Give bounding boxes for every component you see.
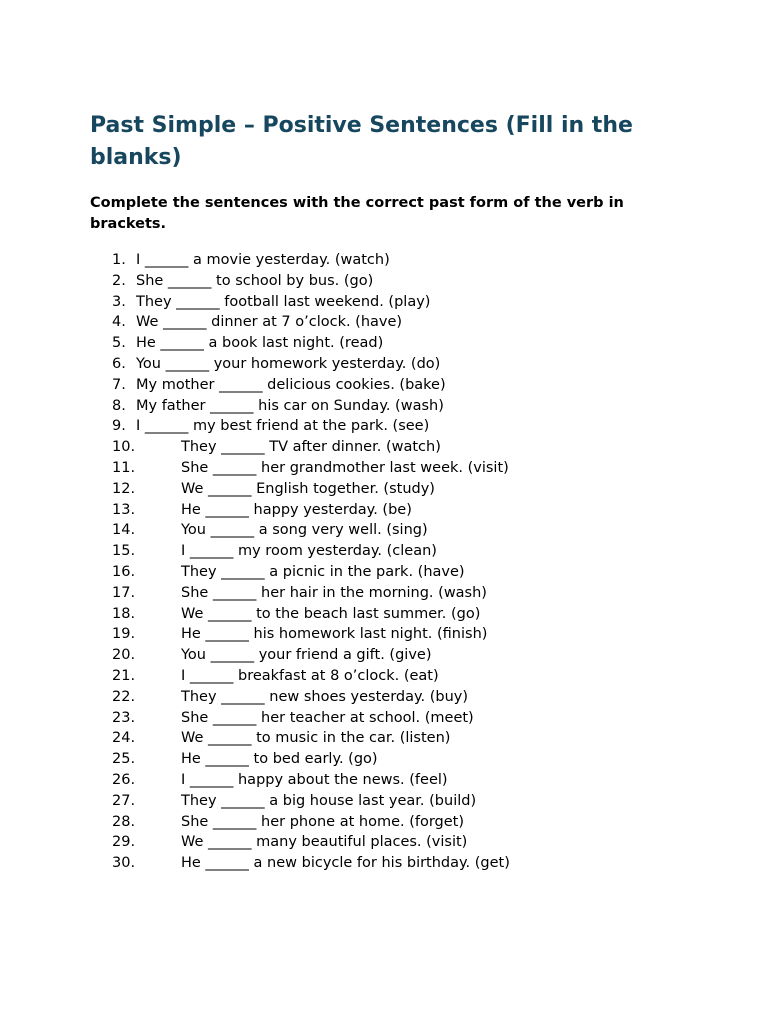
exercise-number: 25. xyxy=(112,751,136,768)
exercise-sentence: We ______ to music in the car. (listen) xyxy=(181,730,451,747)
exercise-sentence: They ______ a picnic in the park. (have) xyxy=(181,563,465,580)
exercise-sentence: She ______ her phone at home. (forget) xyxy=(181,813,465,830)
exercise-sentence: She ______ to school by bus. (go) xyxy=(136,272,374,289)
exercise-number: 6. xyxy=(112,355,126,372)
exercise-sentence: You ______ a song very well. (sing) xyxy=(181,522,428,539)
exercise-number: 19. xyxy=(112,626,136,643)
exercise-sentence: They ______ football last weekend. (play) xyxy=(136,293,431,310)
exercise-sentence: They ______ new shoes yesterday. (buy) xyxy=(181,688,469,705)
exercise-sentence: I ______ happy about the news. (feel) xyxy=(181,771,448,788)
exercise-sentence: He ______ a book last night. (read) xyxy=(136,335,384,352)
exercise-sentence: She ______ her teacher at school. (meet) xyxy=(181,709,474,726)
exercise-number: 18. xyxy=(112,605,136,622)
exercise-sentence: I ______ my room yesterday. (clean) xyxy=(181,543,437,560)
exercise-number: 10. xyxy=(112,439,136,456)
exercise-number: 23. xyxy=(112,709,136,726)
exercise-number: 24. xyxy=(112,730,136,747)
exercise-number: 17. xyxy=(112,584,136,601)
worksheet-instructions: Complete the sentences with the correct past form of the verb in brackets. xyxy=(90,195,624,232)
exercise-sentence: We ______ English together. (study) xyxy=(181,480,435,497)
exercise-number: 28. xyxy=(112,813,136,830)
exercise-sentence: They ______ a big house last year. (build) xyxy=(181,792,477,809)
worksheet-title: Past Simple – Positive Sentences (Fill in the blanks) xyxy=(90,113,633,170)
exercise-number: 7. xyxy=(112,376,126,393)
exercise-sentence: He ______ his homework last night. (finish) xyxy=(181,626,488,643)
exercise-sentence: I ______ a movie yesterday. (watch) xyxy=(136,252,390,268)
exercise-number: 13. xyxy=(112,501,136,518)
exercise-number: 21. xyxy=(112,667,136,684)
exercise-number: 11. xyxy=(112,459,136,476)
exercise-sentence: They ______ TV after dinner. (watch) xyxy=(181,439,441,456)
exercise-sentence: She ______ her grandmother last week. (visit) xyxy=(181,459,509,476)
exercise-sentence: I ______ breakfast at 8 o’clock. (eat) xyxy=(181,667,439,684)
exercise-sentence: You ______ your friend a gift. (give) xyxy=(181,647,432,664)
exercise-sentence: We ______ dinner at 7 o’clock. (have) xyxy=(136,314,403,331)
exercise-number: 16. xyxy=(112,563,136,580)
exercise-sentence: He ______ a new bicycle for his birthday. (get) xyxy=(181,855,510,872)
exercise-sentence: My father ______ his car on Sunday. (wash) xyxy=(136,397,444,414)
exercise-sentence: You ______ your homework yesterday. (do) xyxy=(136,355,441,372)
exercise-number: 12. xyxy=(112,480,136,497)
exercise-sentence: She ______ her hair in the morning. (wash) xyxy=(181,584,487,601)
exercise-sentence: I ______ my best friend at the park. (see) xyxy=(136,418,430,435)
exercise-sentence: My mother ______ delicious cookies. (bake) xyxy=(136,376,446,393)
exercise-number: 15. xyxy=(112,543,136,560)
exercise-number: 8. xyxy=(112,397,126,414)
exercise-sentence: He ______ happy yesterday. (be) xyxy=(181,501,412,518)
exercise-number: 20. xyxy=(112,647,136,664)
exercise-number: 4. xyxy=(112,314,126,331)
exercise-number: 26. xyxy=(112,771,136,788)
exercise-number: 9. xyxy=(112,418,126,435)
exercise-number: 5. xyxy=(112,335,126,352)
exercise-sentence: We ______ many beautiful places. (visit) xyxy=(181,834,468,851)
exercise-number: 3. xyxy=(112,293,126,310)
exercise-number: 27. xyxy=(112,792,136,809)
exercise-number: 29. xyxy=(112,834,136,851)
exercise-number: 2. xyxy=(112,272,126,289)
exercise-number: 14. xyxy=(112,522,136,539)
exercise-number: 30. xyxy=(112,855,136,872)
exercise-sentence: He ______ to bed early. (go) xyxy=(181,751,378,768)
exercise-number: 22. xyxy=(112,688,136,705)
exercise-sentence: We ______ to the beach last summer. (go) xyxy=(181,605,481,622)
exercise-number: 1. xyxy=(112,252,126,268)
